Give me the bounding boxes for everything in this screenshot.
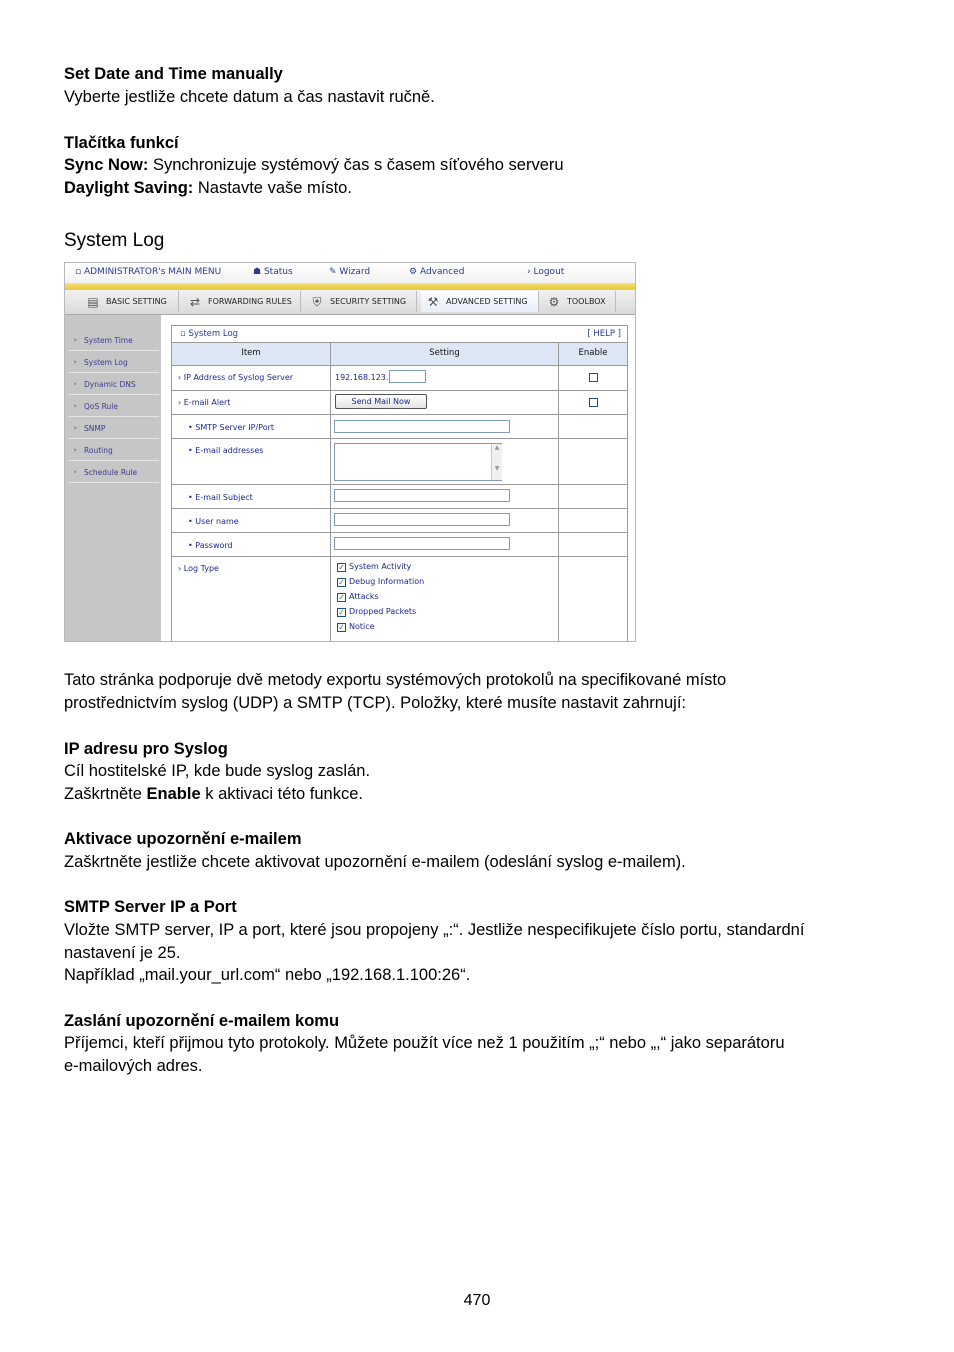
page-number: 470 — [463, 1292, 491, 1309]
intro-line-2: prostřednictvím syslog (UDP) a SMTP (TCP). Položky, které musíte nastavit zahrnují: — [64, 694, 686, 712]
smtp-title: SMTP Server IP a Port — [64, 898, 237, 916]
function-buttons-title: Tlačítka funkcí — [64, 134, 179, 152]
basic-setting-icon: ▤ — [87, 294, 99, 309]
syslog-enable-checkbox[interactable] — [589, 373, 598, 382]
table-row-password — [172, 532, 627, 557]
log-type-label: › Log Type — [178, 564, 219, 573]
col-item-header: Item — [172, 343, 331, 365]
settings-table — [171, 343, 628, 642]
forwarding-icon: ⇄ — [189, 294, 201, 309]
sidebar-item-qos-rule[interactable]: • QoS Rule — [68, 397, 159, 417]
syslog-ip-label: › IP Address of Syslog Server — [178, 373, 294, 382]
check-icon: ✓ — [338, 563, 345, 572]
advanced-setting-icon: ⚒ — [427, 294, 439, 309]
syslog-ip-prefix: 192.168.123. — [335, 373, 389, 382]
email-subject-label: • E-mail Subject — [188, 493, 253, 502]
email-alert-label: › E-mail Alert — [178, 398, 231, 407]
smtp-line-1: Vložte SMTP server, IP a port, které jsou propojeny „:“. Jestliže nespecifikujete číslo portu, standardní — [64, 921, 805, 939]
ip-syslog-title: IP adresu pro Syslog — [64, 740, 228, 758]
log-type-attacks[interactable]: ✓ Attacks — [338, 592, 379, 602]
textarea-scrollbar[interactable]: ▲ ▼ — [491, 444, 502, 480]
table-row-email-addresses — [172, 438, 627, 485]
sidebar-item-routing[interactable]: • Routing — [68, 441, 159, 461]
toolbox-icon: ⚙ — [548, 294, 560, 309]
table-row-email-subject — [172, 484, 627, 509]
ip-syslog-line-2: Zaškrtněte Enable k aktivaci této funkce. — [64, 785, 363, 803]
daylight-saving-label: Daylight Saving: — [64, 179, 194, 197]
sidebar-item-schedule-rule[interactable]: • Schedule Rule — [68, 463, 159, 483]
logout-arrow-icon: › — [527, 267, 531, 277]
sidebar-item-system-log[interactable]: • System Log — [68, 353, 159, 373]
menu-bar — [65, 290, 636, 315]
menu-advanced-setting[interactable]: ⚒ ADVANCED SETTING — [421, 291, 539, 312]
set-date-text: Vyberte jestliže chcete datum a čas nastavit ručně. — [64, 88, 435, 106]
panel-header — [171, 325, 628, 343]
send-to-title: Zaslání upozornění e-mailem komu — [64, 1012, 340, 1030]
advanced-link[interactable]: ⚙ Advanced — [409, 267, 465, 277]
check-icon: ✓ — [338, 623, 345, 632]
smtp-server-label: • SMTP Server IP/Port — [188, 423, 275, 432]
check-icon: ✓ — [338, 608, 345, 617]
sidebar-item-snmp[interactable]: • SNMP — [68, 419, 159, 439]
advanced-icon: ⚙ — [409, 267, 418, 277]
sync-now-label: Sync Now: — [64, 156, 149, 174]
table-row-smtp-server — [172, 414, 627, 439]
table-row-syslog-ip — [172, 365, 627, 391]
email-alert-enable-checkbox[interactable] — [589, 398, 598, 407]
email-alert-line-1: Zaškrtněte jestliže chcete aktivovat upozornění e-mailem (odeslání syslog e-mailem). — [64, 853, 686, 871]
table-row-email-alert — [172, 390, 627, 415]
send-mail-now-button[interactable]: Send Mail Now — [335, 394, 427, 409]
log-type-system-activity[interactable]: ✓ System Activity — [338, 562, 412, 572]
log-type-notice[interactable]: ✓ Notice — [338, 622, 375, 632]
daylight-saving-desc — [64, 177, 352, 200]
send-to-line-1: Příjemci, kteří přijmou tyto protokoly. Můžete použít více než 1 použitím „;“ nebo „,“ jako separátoru — [64, 1034, 785, 1052]
table-row-log-type — [172, 556, 627, 642]
smtp-line-2: nastavení je 25. — [64, 944, 181, 962]
router-screenshot — [64, 262, 636, 642]
check-icon: ✓ — [338, 593, 345, 602]
security-icon: ⛨ — [312, 294, 322, 309]
accent-bar — [65, 283, 636, 290]
daylight-saving-text: Nastavte vaše místo. — [193, 179, 352, 197]
main-menu-link[interactable]: ▫ ADMINISTRATOR's MAIN MENU — [75, 267, 222, 277]
table-header-row — [172, 343, 627, 366]
panel-title: ▫ System Log — [180, 329, 239, 339]
menu-basic-setting[interactable]: ▤ BASIC SETTING — [81, 291, 179, 312]
sidebar-item-dynamic-dns[interactable]: • Dynamic DNS — [68, 375, 159, 395]
wizard-link[interactable]: ✎ Wizard — [329, 267, 371, 277]
password-input[interactable] — [334, 537, 510, 550]
log-type-dropped-packets[interactable]: ✓ Dropped Packets — [338, 607, 417, 617]
syslog-ip-last-octet-input[interactable] — [389, 370, 426, 383]
intro-line-1: Tato stránka podporuje dvě metody exportu systémových protokolů na specifikované místo — [64, 671, 727, 689]
menu-toolbox[interactable]: ⚙ TOOLBOX — [542, 291, 616, 312]
sync-now-desc — [64, 154, 564, 177]
sync-now-text: Synchronizuje systémový čas s časem síťového serveru — [148, 156, 564, 174]
logout-link[interactable]: › Logout — [527, 267, 565, 277]
left-sidebar — [65, 315, 161, 642]
set-date-title: Set Date and Time manually — [64, 65, 283, 83]
wizard-icon: ✎ — [329, 267, 337, 277]
email-addresses-label: • E-mail addresses — [188, 446, 264, 455]
check-icon: ✓ — [338, 578, 345, 587]
menu-security-setting[interactable]: ⛨ SECURITY SETTING — [305, 291, 417, 312]
col-setting-header: Setting — [331, 343, 559, 365]
password-label: • Password — [188, 541, 233, 550]
log-type-debug-information[interactable]: ✓ Debug Information — [338, 577, 425, 587]
menu-forwarding-rules[interactable]: ⇄ FORWARDING RULES — [183, 291, 301, 312]
table-row-user-name — [172, 508, 627, 533]
section-heading: System Log — [64, 230, 165, 251]
smtp-line-3: Například „mail.your_url.com“ nebo „192.168.1.100:26“. — [64, 966, 471, 984]
email-addresses-textarea[interactable] — [334, 443, 502, 481]
sidebar-item-system-time[interactable]: • System Time — [68, 331, 159, 351]
top-bar — [65, 263, 636, 284]
help-link[interactable]: [ HELP ] — [587, 329, 621, 339]
user-name-label: • User name — [188, 517, 239, 526]
col-enable-header: Enable — [559, 343, 627, 365]
smtp-server-input[interactable] — [334, 420, 510, 433]
user-name-input[interactable] — [334, 513, 510, 526]
send-to-line-2: e-mailových adres. — [64, 1057, 203, 1075]
status-link[interactable]: ☗ Status — [253, 267, 293, 277]
email-alert-title: Aktivace upozornění e-mailem — [64, 830, 302, 848]
status-icon: ☗ — [253, 267, 262, 277]
email-subject-input[interactable] — [334, 489, 510, 502]
ip-syslog-line-1: Cíl hostitelské IP, kde bude syslog zaslán. — [64, 762, 371, 780]
